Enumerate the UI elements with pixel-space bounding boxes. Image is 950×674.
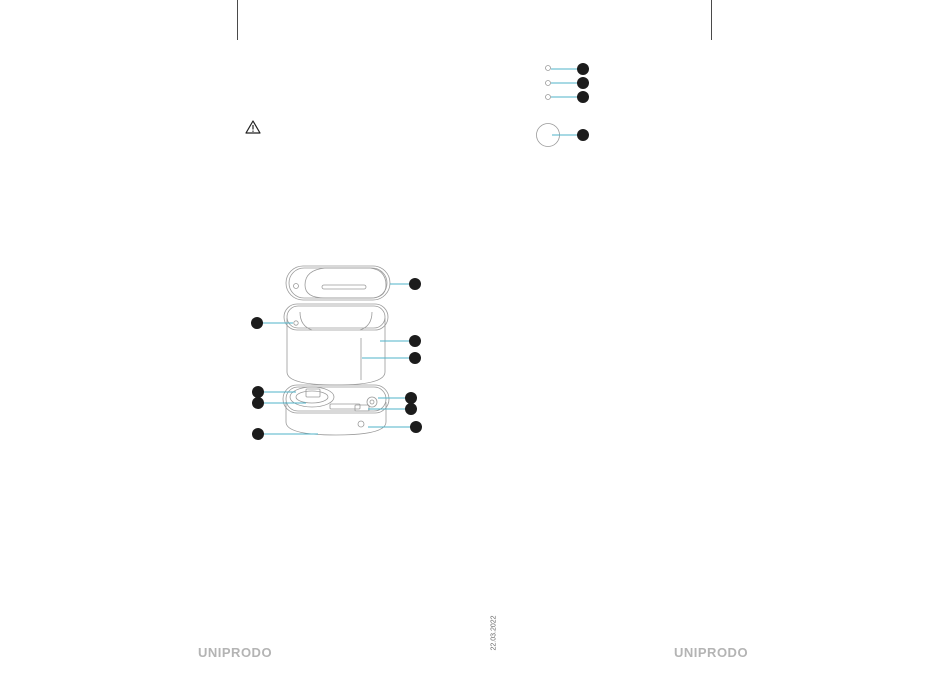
callout-marker <box>577 77 589 89</box>
callout-marker <box>251 317 263 329</box>
lid <box>286 266 390 300</box>
brand-logo-left: UNIPRODO <box>198 645 273 660</box>
callout-marker <box>577 129 589 141</box>
callout-markers <box>251 63 589 440</box>
callout-marker <box>410 421 422 433</box>
callout-marker <box>409 352 421 364</box>
base <box>283 385 389 435</box>
control-button-2 <box>546 81 551 86</box>
callout-marker <box>409 335 421 347</box>
callout-marker <box>405 392 417 404</box>
callout-marker <box>409 278 421 290</box>
callout-marker <box>252 397 264 409</box>
control-button-3 <box>546 95 551 100</box>
water-tank <box>284 304 388 385</box>
control-button-1 <box>546 66 551 71</box>
leader-lines <box>262 69 583 434</box>
callout-marker <box>577 63 589 75</box>
callout-marker <box>252 386 264 398</box>
print-date: 22.03.2022 <box>490 615 498 651</box>
callout-marker <box>405 403 417 415</box>
control-buttons <box>537 66 560 147</box>
brand-logo-right: UNIPRODO <box>674 645 749 660</box>
callout-marker <box>577 91 589 103</box>
callout-marker <box>252 428 264 440</box>
